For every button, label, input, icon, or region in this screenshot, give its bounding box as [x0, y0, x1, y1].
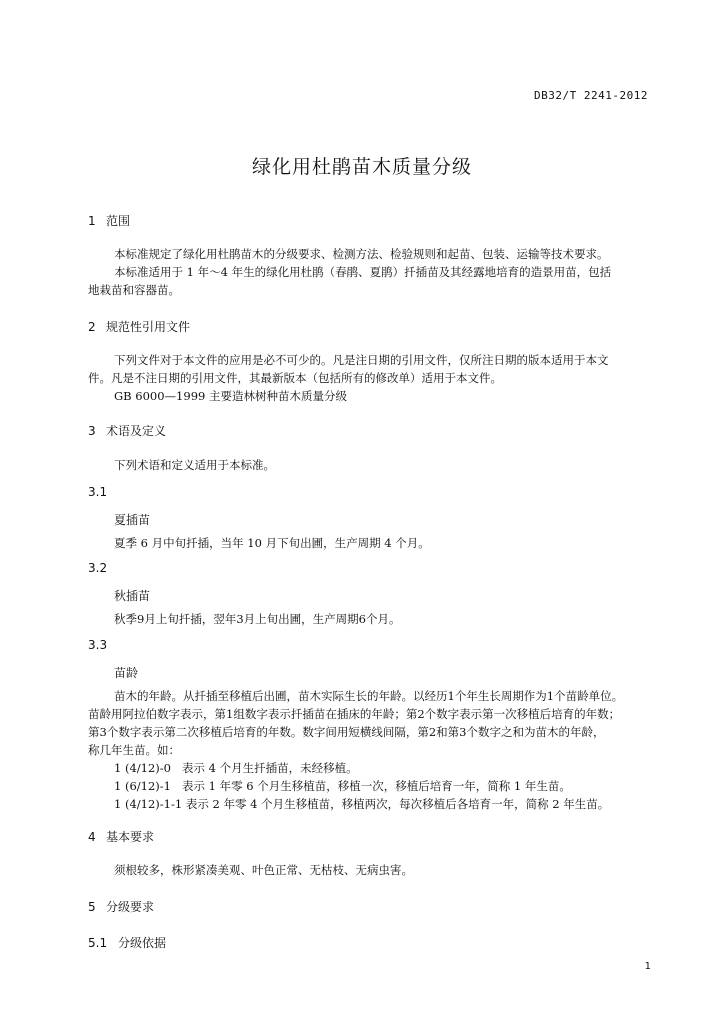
paragraph-line: 下列文件对于本文件的应用是必不可少的。凡是注日期的引用文件，仅所注日期的版本适用于本文 — [114, 353, 609, 367]
term-definition-line: 苗木的年龄。从扦插至移植后出圃，苗木实际生长的年龄。以经历1个年生长周期作为1个苗龄单位。 — [114, 689, 624, 703]
section-title: 基本要求 — [106, 830, 155, 844]
section-number: 3 — [88, 424, 96, 438]
term-number: 3.3 — [88, 638, 108, 652]
section-number: 1 — [88, 214, 96, 228]
example-line: 1 (4/12)-0 表示 4 个月生扦插苗，未经移植。 — [114, 761, 358, 775]
paragraph-line: 地栽苗和容器苗。 — [88, 283, 180, 297]
section-title: 范围 — [106, 214, 131, 228]
example-line: 1 (4/12)-1-1 表示 2 年零 4 个月生移植苗，移植两次，每次移植后各培育一年，简称 2 年生苗。 — [114, 797, 610, 811]
term-name: 夏插苗 — [114, 513, 151, 527]
document-title: 绿化用杜鹃苗木质量分级 — [251, 156, 472, 178]
subsection-number: 5.1 — [88, 936, 108, 950]
paragraph-line: 须根较多，株形紧凑美观、叶色正常、无枯枝、无病虫害。 — [114, 863, 413, 877]
section-2-heading — [88, 318, 190, 335]
term-definition: 夏季 6 月中旬扦插，当年 10 月下旬出圃，生产周期 4 个月。 — [114, 536, 430, 550]
section-3-heading — [88, 422, 166, 439]
page-number: 1 — [644, 961, 651, 972]
term-name: 秋插苗 — [114, 589, 151, 603]
example-line: 1 (6/12)-1 表示 1 年零 6 个月生移植苗，移植一次，移植后培育一年，简称 1 年生苗。 — [114, 779, 571, 793]
subsection-title: 分级依据 — [118, 936, 167, 950]
section-1-heading — [88, 212, 130, 229]
term-number: 3.1 — [88, 485, 108, 499]
paragraph-line: 下列术语和定义适用于本标准。 — [114, 458, 275, 472]
standard-code: DB32/T 2241-2012 — [534, 89, 648, 102]
term-name: 苗龄 — [114, 666, 139, 680]
section-5-heading — [88, 898, 154, 915]
subsection-5-1-heading — [88, 934, 166, 951]
paragraph-line: 本标准适用于 1 年～4 年生的绿化用杜鹃（春鹃、夏鹃）扦插苗及其经露地培育的造景用苗，包括 — [114, 265, 612, 279]
term-definition: 秋季9月上旬扦插，翌年3月上旬出圃，生产周期6个月。 — [114, 612, 401, 626]
section-title: 规范性引用文件 — [106, 320, 191, 334]
paragraph-line: 本标准规定了绿化用杜鹃苗木的分级要求、检测方法、检验规则和起苗、包装、运输等技术要求。 — [114, 247, 609, 261]
section-number: 4 — [88, 830, 96, 844]
term-definition-line: 苗龄用阿拉伯数字表示，第1组数字表示扦插苗在插床的年龄；第2个数字表示第一次移植后培育的年数； — [88, 707, 621, 721]
paragraph-line: 件。凡是不注日期的引用文件，其最新版本（包括所有的修改单）适用于本文件。 — [88, 371, 502, 385]
section-title: 术语及定义 — [106, 424, 167, 438]
term-number: 3.2 — [88, 561, 108, 575]
section-number: 2 — [88, 320, 96, 334]
term-definition-line: 第3个数字表示第二次移植后培育的年数。数字间用短横线间隔，第2和第3个数字之和为苗木的年龄， — [88, 725, 605, 739]
section-number: 5 — [88, 900, 96, 914]
section-4-heading — [88, 828, 154, 845]
term-definition-line: 称几年生苗。如： — [88, 743, 180, 757]
reference-item: GB 6000—1999 主要造林树种苗木质量分级 — [114, 389, 347, 403]
section-title: 分级要求 — [106, 900, 155, 914]
